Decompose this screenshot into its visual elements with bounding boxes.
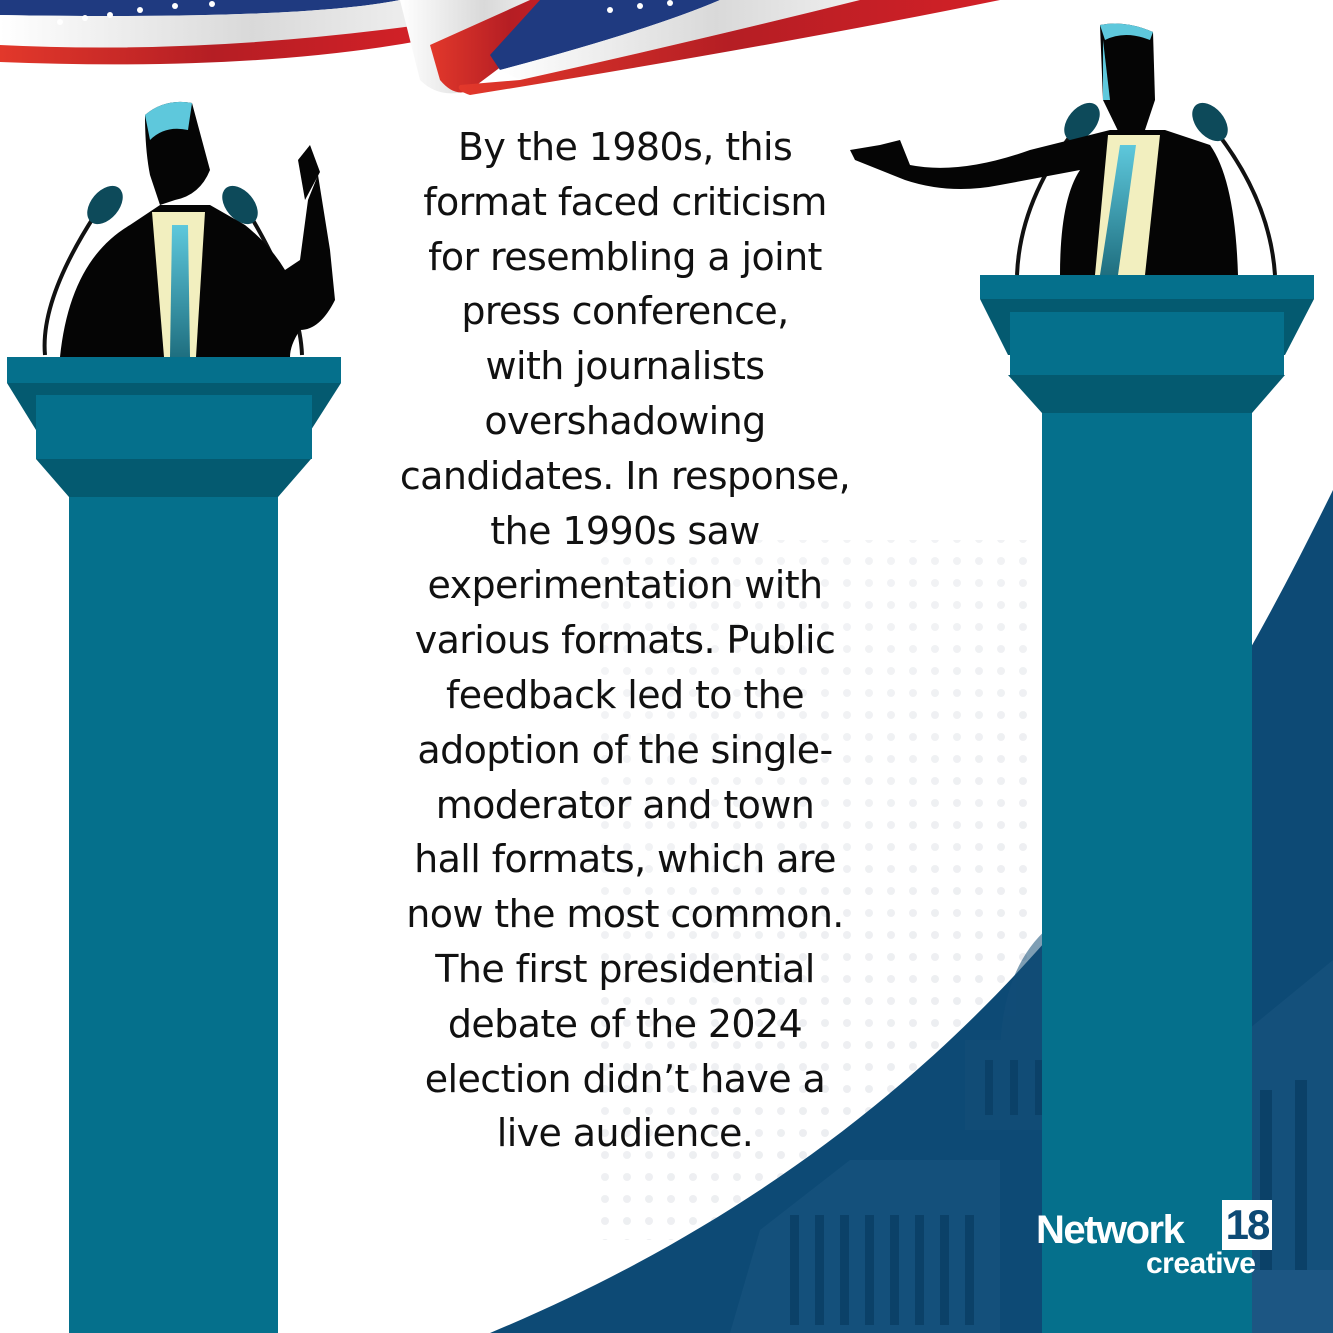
text-line: election didn’t have a (424, 1056, 826, 1101)
text-line: By the 1980s, this (457, 125, 793, 169)
text-line: feedback led to the (446, 672, 804, 717)
article-text (372, 120, 878, 1161)
text-line: live audience. (496, 1111, 754, 1156)
text-line: with journalists (485, 344, 765, 389)
text-line: moderator and town (435, 782, 815, 827)
text-line: various formats. Public (414, 618, 836, 663)
text-line: overshadowing (484, 398, 766, 443)
text-line: for resembling a joint (428, 234, 822, 279)
logo-subtitle: creative (1146, 1247, 1256, 1280)
right-speaker-icon (850, 24, 1275, 275)
logo-number-badge: 18 (1222, 1200, 1272, 1250)
flag-ribbon-icon (0, 0, 1000, 95)
left-speaker-icon (45, 102, 335, 357)
left-podium (7, 357, 341, 1333)
text-line: experimentation with (427, 563, 823, 608)
text-line: now the most common. (406, 892, 844, 937)
network18-logo (1036, 1198, 1276, 1288)
text-line: debate of the 2024 (447, 1001, 803, 1046)
text-line: The first presidential (435, 946, 815, 991)
text-line: press conference, (461, 289, 789, 334)
logo-wordmark: Network (1036, 1208, 1184, 1252)
text-line: hall formats, which are (414, 837, 836, 882)
text-line: candidates. In response, (399, 453, 851, 498)
text-line: the 1990s saw (490, 508, 760, 553)
text-line: adoption of the single- (417, 727, 833, 772)
text-line: format faced criticism (423, 179, 827, 224)
